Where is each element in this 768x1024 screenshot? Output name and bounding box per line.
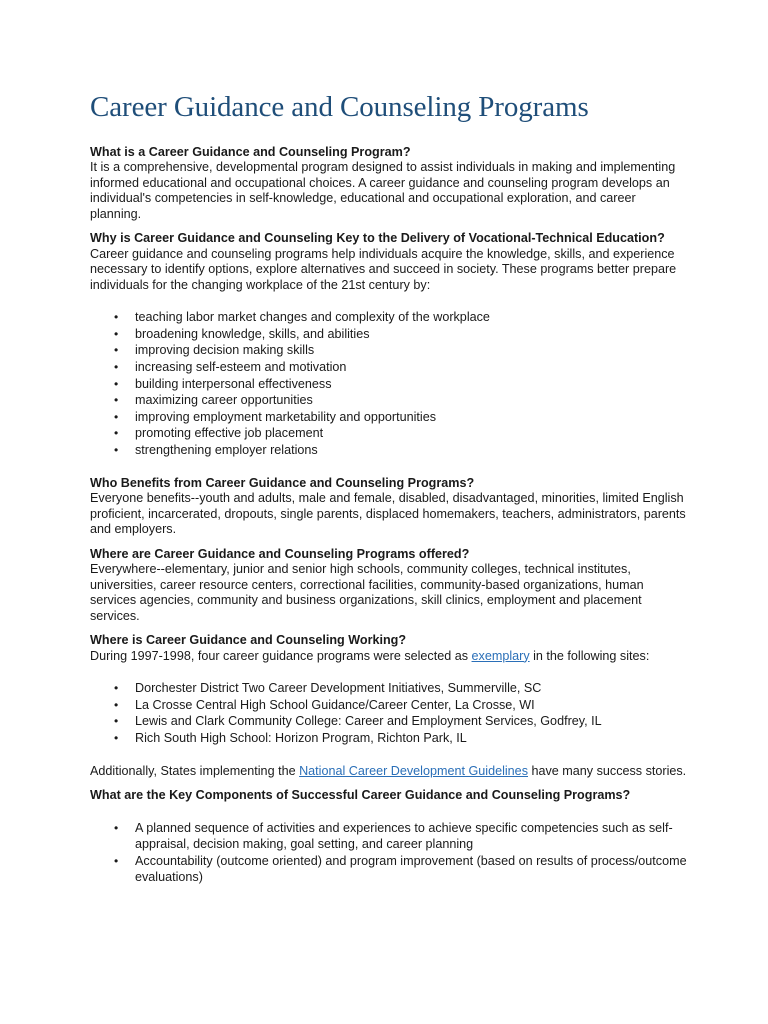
paragraph-text: in the following sites: bbox=[529, 648, 650, 663]
list-item: • broadening knowledge, skills, and abilities bbox=[114, 326, 688, 343]
list-item: • maximizing career opportunities bbox=[114, 392, 688, 409]
list-item: • Accountability (outcome oriented) and program improvement (based on results of process/outcome evaluations) bbox=[114, 853, 688, 886]
question-heading: Who Benefits from Career Guidance and Counseling Programs? bbox=[90, 475, 475, 490]
list-item: • La Crosse Central High School Guidance/Career Center, La Crosse, WI bbox=[114, 697, 688, 714]
list-item: • Rich South High School: Horizon Program, Richton Park, IL bbox=[114, 730, 688, 747]
answer-paragraph: Everywhere--elementary, junior and senior high schools, community colleges, technical institutes, universities, career resource centers, correctional facilities, community-based organizations, human services agencies, community and business organizations, skill clinics, employment and placement services. bbox=[90, 562, 644, 623]
section-where-working bbox=[90, 633, 688, 779]
sites-list bbox=[90, 680, 688, 746]
question-heading: Where is Career Guidance and Counseling Working? bbox=[90, 633, 407, 648]
exemplary-link[interactable]: exemplary bbox=[471, 648, 530, 663]
benefits-list bbox=[90, 309, 688, 458]
answer-paragraph: It is a comprehensive, developmental program designed to assist individuals in making and implementing informed educational and occupational choices. A career guidance and counseling program develops an individual's competencies in self-knowledge, educational and occupational exploration, and career planning. bbox=[90, 160, 676, 221]
list-item: • Lewis and Clark Community College: Career and Employment Services, Godfrey, IL bbox=[114, 713, 688, 730]
question-heading: Why is Career Guidance and Counseling Key to the Delivery of Vocational-Technical Education? bbox=[90, 231, 665, 246]
question-heading: Where are Career Guidance and Counseling Programs offered? bbox=[90, 546, 470, 561]
list-item: • increasing self-esteem and motivation bbox=[114, 359, 688, 376]
components-list bbox=[90, 820, 688, 886]
question-heading: What is a Career Guidance and Counseling Program? bbox=[90, 144, 411, 159]
section-what-is bbox=[90, 145, 688, 223]
paragraph-text: have many success stories. bbox=[528, 763, 687, 778]
list-item: • strengthening employer relations bbox=[114, 442, 688, 459]
section-where-offered bbox=[90, 547, 688, 625]
section-who-benefits bbox=[90, 476, 688, 538]
list-item: • building interpersonal effectiveness bbox=[114, 376, 688, 393]
answer-paragraph: Career guidance and counseling programs help individuals acquire the knowledge, skills, and experience necessary to identify options, explore alternatives and succeed in society. These programs better prepare individuals for the changing workplace of the 21st century by: bbox=[90, 246, 677, 292]
page-title: Career Guidance and Counseling Programs bbox=[90, 91, 589, 123]
list-item: • improving employment marketability and opportunities bbox=[114, 409, 688, 426]
list-item: • promoting effective job placement bbox=[114, 425, 688, 442]
question-heading: What are the Key Components of Successful Career Guidance and Counseling Programs? bbox=[90, 788, 631, 803]
answer-paragraph bbox=[90, 649, 688, 665]
guidelines-link[interactable]: National Career Development Guidelines bbox=[299, 763, 528, 778]
list-item: • teaching labor market changes and complexity of the workplace bbox=[114, 309, 688, 326]
paragraph-text: Additionally, States implementing the bbox=[90, 763, 300, 778]
answer-paragraph: Everyone benefits--youth and adults, male and female, disabled, disadvantaged, minorities, limited English proficient, incarcerated, dropouts, single parents, displaced homemakers, teachers, administrators, parents and employers. bbox=[90, 491, 686, 537]
list-item: • improving decision making skills bbox=[114, 342, 688, 359]
section-why-key bbox=[90, 231, 688, 458]
section-key-components bbox=[90, 788, 688, 886]
list-item: • Dorchester District Two Career Development Initiatives, Summerville, SC bbox=[114, 680, 688, 697]
list-item: • A planned sequence of activities and experiences to achieve specific competencies such as self-appraisal, decision making, goal setting, and career planning bbox=[114, 820, 688, 853]
additional-paragraph bbox=[90, 764, 688, 780]
paragraph-text: During 1997-1998, four career guidance programs were selected as bbox=[90, 648, 472, 663]
